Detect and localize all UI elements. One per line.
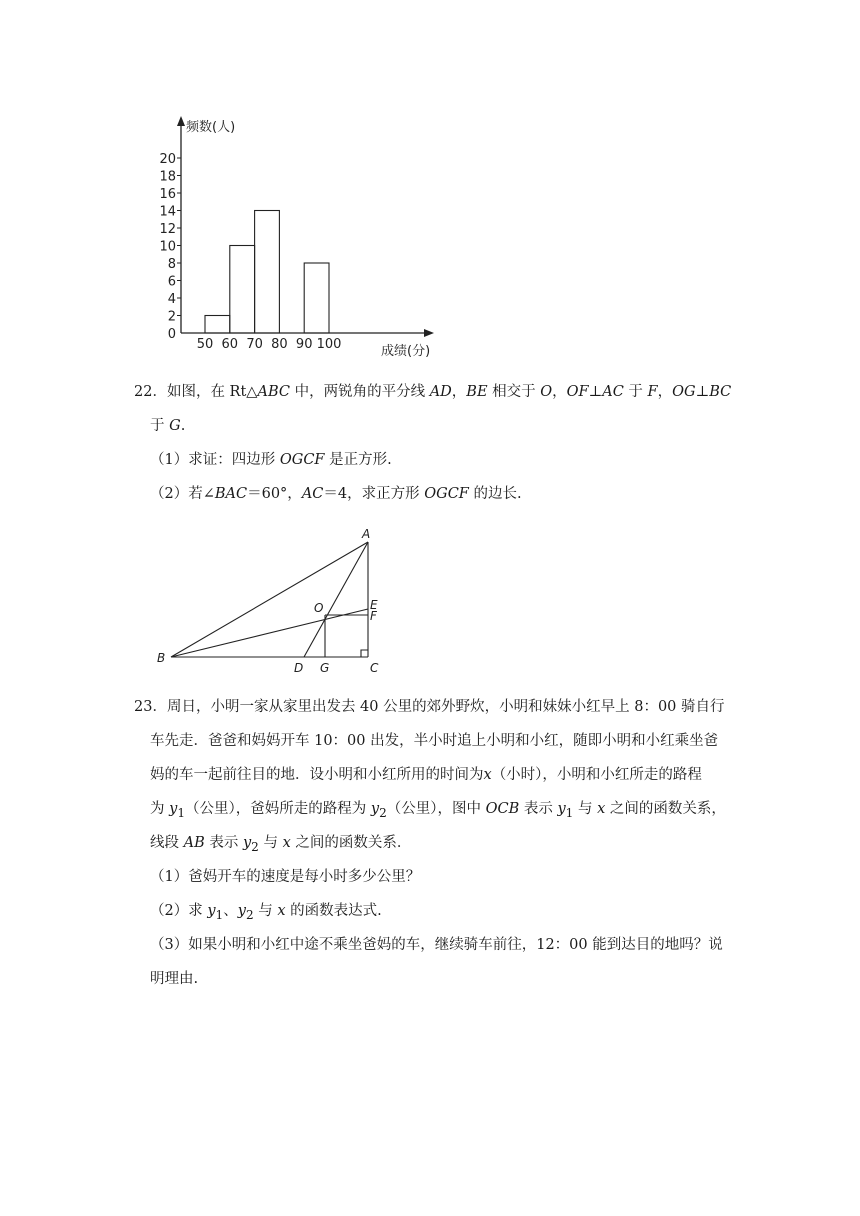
q23-line3: 妈的车一起前往目的地．设小明和小红所用的时间为x（小时），小明和小红所走的路程 <box>150 767 702 783</box>
q23-line1: 23．周日，小明一家从家里出发去 40 公里的郊外野炊，小明和妹妹小红早上 8：00 骑自行 <box>134 699 725 715</box>
segment-AB <box>171 542 368 657</box>
y-tick-label: 12 <box>159 222 176 237</box>
right-angle-mark <box>361 650 368 657</box>
label-G: G <box>320 661 330 675</box>
label-A: A <box>362 527 371 541</box>
segment-BE <box>171 609 368 657</box>
q22-part2: （2）若∠BAC＝60°，AC＝4，求正方形 OGCF 的边长. <box>150 486 522 502</box>
label-F: F <box>370 609 377 623</box>
x-tick-label: 60 <box>221 337 239 352</box>
y-tick-label: 14 <box>159 204 176 220</box>
q23-line5: 线段 AB 表示 $y_2$ 与 x 之间的函数关系． <box>150 835 412 854</box>
y-tick-label: 4 <box>167 292 176 307</box>
histogram-chart <box>0 0 460 365</box>
x-tick-label: 80 <box>271 337 288 352</box>
y-tick-label: 8 <box>167 257 176 272</box>
y-tick-label: 10 <box>159 239 176 255</box>
label-B: B <box>157 651 166 665</box>
x-tick-label: 90 <box>295 337 313 352</box>
q23-part2: （2）求 $y_1$、$y_2$ 与 x 的函数表达式. <box>150 903 382 922</box>
q23-part3: （3）如果小明和小红中途不乘坐爸妈的车，继续骑车前往，12：00 能到达目的地吗？说 <box>150 937 723 953</box>
y-axis-label: 频数(人) <box>186 120 236 135</box>
histogram-bar <box>205 316 230 334</box>
y-tick-label: 6 <box>167 274 176 290</box>
q22-line1: 22．如图，在 Rt△ABC 中，两锐角的平分线 AD，BE 相交于 O，OF⊥AC 于 F，OG⊥BC <box>134 384 732 400</box>
q22-line2: 于 G. <box>150 418 186 434</box>
label-C: C <box>370 661 379 675</box>
label-O: O <box>314 601 324 615</box>
triangle-figure <box>140 522 400 677</box>
q23-part1: （1）爸妈开车的速度是每小时多少公里？ <box>150 869 421 885</box>
y-tick-label: 2 <box>167 309 176 325</box>
label-D: D <box>294 661 304 675</box>
x-axis-label: 成绩(分) <box>381 344 431 359</box>
y-tick-label: 18 <box>159 169 176 185</box>
q23-line2: 车先走．爸爸和妈妈开车 10：00 出发，半小时追上小明和小红，随即小明和小红乘坐爸 <box>150 733 719 749</box>
label-E: E <box>370 598 378 612</box>
x-tick-label: 100 <box>316 337 342 352</box>
histogram-bar <box>255 211 280 334</box>
y-tick-label: 20 <box>159 152 176 167</box>
histogram-bar <box>304 263 329 333</box>
y-axis-arrow <box>177 116 185 126</box>
histogram-bar <box>230 246 255 334</box>
x-axis-arrow <box>424 329 434 337</box>
y-tick-label: 0 <box>167 327 176 342</box>
q23-line4: 为 $y_1$（公里），爸妈所走的路程为 $y_2$（公里），图中 OCB 表示 $y_1$ 与 x 之间的函数关系， <box>150 801 726 820</box>
segment-AD <box>304 542 368 657</box>
x-tick-label: 50 <box>196 337 214 352</box>
x-tick-label: 70 <box>246 337 263 352</box>
q22-part1: （1）求证：四边形 OGCF 是正方形. <box>150 452 392 468</box>
q23-part3-cont: 明理由. <box>150 971 199 987</box>
y-tick-label: 16 <box>159 187 176 202</box>
